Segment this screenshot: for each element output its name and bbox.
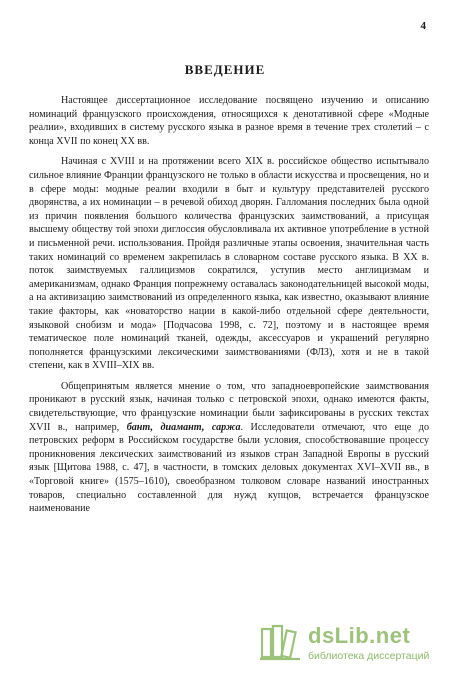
paragraph <box>29 380 429 516</box>
body-text <box>29 94 429 523</box>
paragraph-text: Общепринятым является мнение о том, что западноевропейские заимствования проникают в русский язык, начиная только с петровской эпохи, однако имеются факты, свидетельствующие, что французские номинации были зафиксированы в русских текстах XVII в., например, <box>29 380 429 433</box>
page-number: 4 <box>420 20 426 32</box>
paragraph-text: . Исследователи отмечают, что еще до петровских реформ в Российском государстве были условия, способствовавшие процессу проникновения лексических заимствований из языков стран Западной Европы в русский язык [Щитова 1988, с. 47], в частности, в томских деловых документах XVI–XVII вв., в «Торговой книге» (1575–1610), своеобразном толковом словаре названий иностранных товаров, специально составленной для нужд купцов, встречается французское наименование <box>29 421 429 515</box>
paragraph: Настоящее диссертационное исследование посвящено изучению и описанию номинаций французского происхождения, относящихся к денотативной сфере «Модные реалии», входивших в систему русского языка в разное время в течение трех столетий – с конца XVII по конец XX вв. <box>29 95 429 147</box>
watermark-brand: dsLib.net <box>308 623 411 648</box>
watermark <box>258 623 436 663</box>
paragraph: Начиная с XVIII и на протяжении всего XIX в. российское общество испытывало сильное влияние Франции французского не только в области искусства и просвещения, но и в сфере моды: модные реалии входили в быт и культуру представителей русского дворянства, а их номинации – в речевой обиход дворян. Галломания последних была одной из причин появления большого количества французских заимствований, а присущая высшему обществу той эпохи диглоссия обусловливала их активное употребление в устной и письменной речи. использования. Пройдя различные этапы освоения, значительная часть таких номинаций со временем закрепилась в словарном составе русского языка. В XX в. поток заимствуемых галлицизмов сократился, уступив место англицизмам и американизмам, однако Франция попрежнему оставалась законодательницей высокой моды, а на активизацию заимствований из определенного языка, как известно, оказывают влияние такие факторы, как «новаторство нации в какой-либо отдельной сфере деятельности, языковой снобизм и мода» [Подчасова 1998, с. 72], поэтому и в настоящее время тематическое поле номинаций тканей, одежды, аксессуаров и украшений регулярно пополняется французскими лексическими заимствованиями (ФЛЗ), хотя и не в такой степени, как в XVIII–XIX вв. <box>29 156 429 372</box>
watermark-tagline: библиотека диссертаций <box>308 650 430 662</box>
emphasis-text: бант, диамант, саржа <box>126 421 241 433</box>
page-title: ВВЕДЕНИЕ <box>184 62 266 77</box>
books-logo-icon <box>258 623 304 663</box>
